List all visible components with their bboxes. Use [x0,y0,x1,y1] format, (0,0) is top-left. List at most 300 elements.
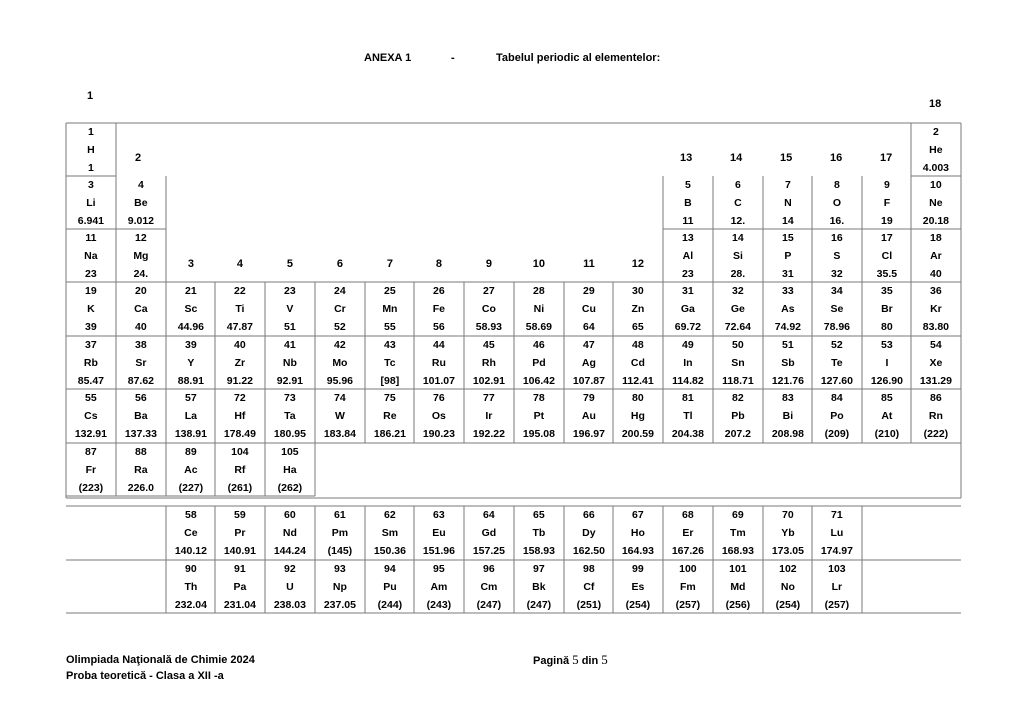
atomic-mass: 83.80 [922,320,950,333]
element-cell-al [663,229,713,282]
element-cell-cl [862,229,912,282]
atomic-number: 19 [85,284,97,297]
element-cell-au [564,389,614,442]
atomic-number: 30 [632,284,644,297]
atomic-number: 81 [682,391,694,404]
element-symbol: Ba [134,409,148,422]
element-cell-na [66,229,116,282]
element-symbol: Xe [929,356,943,369]
element-symbol: Tm [730,526,746,539]
element-cell-bi [763,389,813,442]
atomic-number: 27 [483,284,495,297]
atomic-number: 51 [782,338,794,351]
element-cell-cm [464,560,514,613]
atomic-mass: (251) [576,598,602,611]
element-cell-f [862,176,912,229]
element-cell-lr [812,560,862,613]
atomic-mass: 88.91 [177,374,205,387]
element-cell-in [663,336,713,389]
atomic-mass: 19 [881,214,893,227]
element-symbol: Fr [85,463,97,476]
element-cell-h [66,123,116,176]
element-cell-y [166,336,216,389]
atomic-number: 62 [384,508,396,521]
atomic-number: 72 [234,391,246,404]
element-symbol: Se [830,302,844,315]
element-cell-s [812,229,862,282]
atomic-mass: (247) [526,598,552,611]
element-symbol: Pu [383,580,397,593]
atomic-number: 37 [85,338,97,351]
atomic-mass: (243) [426,598,452,611]
element-cell-os [414,389,464,442]
atomic-mass: 186.21 [373,427,406,440]
element-cell-br [862,282,912,335]
element-cell-at [862,389,912,442]
atomic-mass: 47.87 [226,320,254,333]
element-cell-sm [365,506,415,559]
element-cell-hg [613,389,663,442]
atomic-mass: 23 [682,267,694,280]
group-label-12: 12 [631,258,645,270]
group-label-11: 11 [583,258,595,270]
element-symbol: Rh [481,356,496,369]
atomic-mass: 11 [682,214,694,227]
group-label-8: 8 [435,258,442,270]
atomic-number: 12 [135,231,147,244]
atomic-mass: 40 [135,320,147,333]
atomic-number: 17 [881,231,893,244]
element-symbol: K [87,302,95,315]
element-cell-tb [514,506,564,559]
element-cell-ag [564,336,614,389]
atomic-number: 67 [632,508,644,521]
element-cell-u [265,560,315,613]
atomic-number: 18 [930,231,942,244]
element-cell-pr [215,506,265,559]
element-cell-ge [713,282,763,335]
element-cell-md [713,560,763,613]
element-symbol: Pt [533,409,545,422]
atomic-number: 55 [85,391,97,404]
element-symbol: P [784,249,792,262]
atomic-number: 36 [930,284,942,297]
element-cell-co [464,282,514,335]
atomic-mass: 174.97 [820,544,853,557]
atomic-number: 101 [729,562,747,575]
atomic-mass: 140.12 [174,544,207,557]
group-label-13: 13 [680,152,693,164]
element-cell-zr [215,336,265,389]
element-symbol: Hf [234,409,246,422]
atomic-number: 95 [433,562,445,575]
element-symbol: Be [134,196,148,209]
element-symbol: Re [383,409,397,422]
element-symbol: Sc [184,302,198,315]
atomic-number: 104 [231,445,249,458]
element-symbol: Cr [334,302,346,315]
atomic-mass: 24. [133,267,149,280]
element-cell-re [365,389,415,442]
element-symbol: Ho [630,526,645,539]
atomic-mass: 126.90 [870,374,903,387]
element-symbol: Al [682,249,694,262]
atomic-mass: 20.18 [922,214,950,227]
atomic-number: 23 [284,284,296,297]
atomic-mass: 102.91 [472,374,505,387]
atomic-number: 68 [682,508,694,521]
element-symbol: Md [730,580,746,593]
element-symbol: Ar [930,249,942,262]
atomic-number: 3 [87,178,94,191]
atomic-number: 25 [384,284,396,297]
group-label-3: 3 [187,258,194,270]
element-symbol: Si [732,249,743,262]
element-symbol: Pd [532,356,546,369]
atomic-number: 16 [831,231,843,244]
element-symbol: At [881,409,893,422]
element-symbol: Au [581,409,596,422]
element-cell-xe [911,336,961,389]
element-cell-sr [116,336,166,389]
atomic-number: 88 [135,445,147,458]
element-cell-cu [564,282,614,335]
element-cell-kr [911,282,961,335]
atomic-number: 90 [185,562,197,575]
atomic-mass: 173.05 [771,544,804,557]
atomic-mass: 231.04 [223,598,256,611]
atomic-mass: 192.22 [472,427,505,440]
footer-exam: Proba teoretică - Clasa a XII -a [66,670,224,682]
element-symbol: Er [682,526,694,539]
element-symbol: Ag [581,356,596,369]
element-symbol: Lu [830,526,844,539]
atomic-mass: 16. [829,214,845,227]
element-symbol: Cd [630,356,645,369]
element-symbol: Ta [284,409,296,422]
atomic-number: 28 [533,284,545,297]
element-cell-n [763,176,813,229]
atomic-number: 93 [334,562,346,575]
atomic-number: 98 [583,562,595,575]
atomic-number: 22 [234,284,246,297]
atomic-mass: (210) [874,427,900,440]
element-cell-be [116,176,166,229]
element-symbol: Pa [233,580,247,593]
atomic-mass: 132.91 [74,427,107,440]
atomic-mass: (223) [78,481,104,494]
element-symbol: Am [430,580,448,593]
element-symbol: Cl [881,249,893,262]
element-symbol: S [833,249,841,262]
group-label-6: 6 [336,258,343,270]
atomic-mass: (261) [227,481,253,494]
atomic-mass: 226.0 [127,481,155,494]
atomic-mass: 72.64 [724,320,752,333]
atomic-number: 44 [433,338,445,351]
atomic-mass: 158.93 [522,544,555,557]
atomic-mass: 23 [85,267,97,280]
atomic-number: 74 [334,391,346,404]
atomic-mass: (257) [824,598,850,611]
element-cell-nb [265,336,315,389]
element-cell-cr [315,282,365,335]
element-cell-pb [713,389,763,442]
atomic-mass: 64 [583,320,595,333]
element-cell-mo [315,336,365,389]
atomic-mass: 164.93 [621,544,654,557]
element-cell-rf [215,443,265,496]
element-symbol: Np [332,580,347,593]
element-symbol: Y [187,356,195,369]
element-symbol: Cm [480,580,498,593]
annex-label: ANEXA 1 [364,52,412,64]
atomic-number: 71 [831,508,843,521]
element-symbol: C [734,196,742,209]
element-symbol: Br [881,302,893,315]
element-symbol: Ca [134,302,148,315]
atomic-number: 39 [185,338,197,351]
atomic-number: 78 [533,391,545,404]
atomic-mass: 140.91 [223,544,256,557]
element-symbol: Pm [331,526,349,539]
element-symbol: Sm [381,526,399,539]
element-cell-ra [116,443,166,496]
element-symbol: B [684,196,692,209]
element-symbol: Po [830,409,844,422]
atomic-mass: 196.97 [572,427,605,440]
atomic-mass: 31 [782,267,794,280]
group-label-17: 17 [880,152,893,164]
element-symbol: Mn [382,302,398,315]
atomic-number: 89 [185,445,197,458]
page-number [533,652,608,668]
element-symbol: Rf [234,463,246,476]
atomic-number: 34 [831,284,843,297]
atomic-mass: (145) [327,544,353,557]
element-symbol: F [883,196,891,209]
atomic-mass: 87.62 [127,374,155,387]
atomic-mass: 78.96 [823,320,851,333]
element-symbol: Co [481,302,496,315]
atomic-number: 100 [679,562,697,575]
element-symbol: He [929,143,943,156]
atomic-mass: (222) [923,427,949,440]
element-symbol: Ne [929,196,943,209]
element-symbol: Rb [83,356,98,369]
atomic-mass: 107.87 [572,374,605,387]
page-label: Pagină [533,655,570,667]
element-symbol: No [780,580,795,593]
atomic-number: 47 [583,338,595,351]
element-cell-dy [564,506,614,559]
element-cell-he [911,123,961,176]
element-cell-ti [215,282,265,335]
element-symbol: Ra [134,463,148,476]
atomic-mass: 237.05 [323,598,356,611]
element-symbol: I [885,356,889,369]
atomic-number: 70 [782,508,794,521]
element-cell-tc [365,336,415,389]
element-symbol: N [784,196,792,209]
atomic-number: 97 [533,562,545,575]
element-symbol: U [286,580,294,593]
element-cell-se [812,282,862,335]
atomic-mass: 157.25 [472,544,505,557]
atomic-number: 80 [632,391,644,404]
element-symbol: Es [631,580,645,593]
element-symbol: Tb [532,526,546,539]
element-symbol: Eu [432,526,446,539]
atomic-number: 64 [483,508,495,521]
atomic-number: 96 [483,562,495,575]
atomic-mass: 85.47 [77,374,105,387]
element-cell-te [812,336,862,389]
element-symbol: Zr [234,356,246,369]
element-symbol: Na [84,249,98,262]
element-cell-rb [66,336,116,389]
element-cell-cf [564,560,614,613]
atomic-mass: 204.38 [671,427,704,440]
atomic-mass: 138.91 [174,427,207,440]
element-symbol: Lr [831,580,843,593]
atomic-mass: (254) [775,598,801,611]
page-title: Tabelul periodic al elementelor: [496,52,661,64]
element-cell-pa [215,560,265,613]
atomic-number: 99 [632,562,644,575]
atomic-number: 103 [828,562,846,575]
element-symbol: Te [831,356,843,369]
atomic-mass: 80 [881,320,893,333]
atomic-number: 83 [782,391,794,404]
element-cell-i [862,336,912,389]
element-symbol: Dy [582,526,596,539]
atomic-number: 32 [732,284,744,297]
element-cell-fm [663,560,713,613]
element-symbol: Mo [332,356,348,369]
element-symbol: Sn [731,356,745,369]
atomic-number: 46 [533,338,545,351]
group-label-15: 15 [780,152,793,164]
atomic-mass: 112.41 [622,374,654,387]
atomic-number: 94 [384,562,396,575]
atomic-number: 56 [135,391,147,404]
element-symbol: W [334,409,345,422]
atomic-mass: 232.04 [174,598,207,611]
atomic-number: 76 [433,391,445,404]
element-cell-rn [911,389,961,442]
atomic-mass: 137.33 [124,427,157,440]
atomic-number: 9 [883,178,890,191]
element-symbol: Cs [84,409,98,422]
atomic-number: 38 [135,338,147,351]
atomic-number: 73 [284,391,296,404]
atomic-mass: 51 [284,320,296,333]
element-cell-ho [613,506,663,559]
element-symbol: Fe [432,302,446,315]
atomic-number: 24 [334,284,346,297]
atomic-number: 49 [682,338,694,351]
element-cell-sc [166,282,216,335]
element-cell-ca [116,282,166,335]
atomic-mass: 52 [334,320,346,333]
element-cell-ir [464,389,514,442]
element-symbol: Ru [431,356,446,369]
element-cell-mn [365,282,415,335]
atomic-mass: (244) [377,598,403,611]
element-cell-sb [763,336,813,389]
atomic-mass: [98] [380,374,400,387]
atomic-mass: 101.07 [422,374,455,387]
atomic-number: 102 [779,562,797,575]
atomic-number: 59 [234,508,246,521]
page-total: 5 [601,652,608,667]
element-cell-mg [116,229,166,282]
atomic-mass: 106.42 [522,374,555,387]
atomic-number: 54 [930,338,942,351]
element-symbol: H [87,143,95,156]
element-cell-o [812,176,862,229]
atomic-mass: 55 [384,320,396,333]
atomic-mass: 32 [831,267,843,280]
element-symbol: Tl [683,409,693,422]
element-symbol: Yb [781,526,795,539]
page-current: 5 [572,652,579,667]
atomic-mass: 40 [930,267,942,280]
atomic-number: 82 [732,391,744,404]
atomic-mass: 131.29 [919,374,952,387]
element-symbol: V [286,302,294,315]
element-cell-bk [514,560,564,613]
atomic-mass: 207.2 [724,427,752,440]
atomic-number: 58 [185,508,197,521]
atomic-mass: 91.22 [226,374,254,387]
element-symbol: Ge [730,302,745,315]
atomic-number: 41 [284,338,296,351]
atomic-number: 21 [185,284,197,297]
atomic-mass: 1 [87,161,94,174]
atomic-mass: 69.72 [674,320,702,333]
atomic-number: 6 [734,178,741,191]
element-cell-hf [215,389,265,442]
atomic-number: 53 [881,338,893,351]
element-cell-cd [613,336,663,389]
atomic-number: 10 [930,178,942,191]
element-symbol: Kr [930,302,942,315]
element-cell-ce [166,506,216,559]
element-symbol: Mg [133,249,149,262]
atomic-number: 43 [384,338,396,351]
element-cell-ga [663,282,713,335]
element-cell-ru [414,336,464,389]
atomic-number: 50 [732,338,744,351]
atomic-number: 40 [234,338,246,351]
atomic-mass: 92.91 [276,374,304,387]
atomic-mass: 6.941 [77,214,105,227]
atomic-number: 92 [284,562,296,575]
element-symbol: Li [86,196,96,209]
element-symbol: Gd [481,526,497,539]
element-cell-as [763,282,813,335]
element-cell-ac [166,443,216,496]
atomic-mass: 58.93 [475,320,503,333]
element-symbol: Fm [680,580,696,593]
atomic-mass: 178.49 [223,427,256,440]
element-symbol: Zn [631,302,645,315]
element-cell-ar [911,229,961,282]
atomic-number: 2 [932,125,939,138]
atomic-number: 48 [632,338,644,351]
